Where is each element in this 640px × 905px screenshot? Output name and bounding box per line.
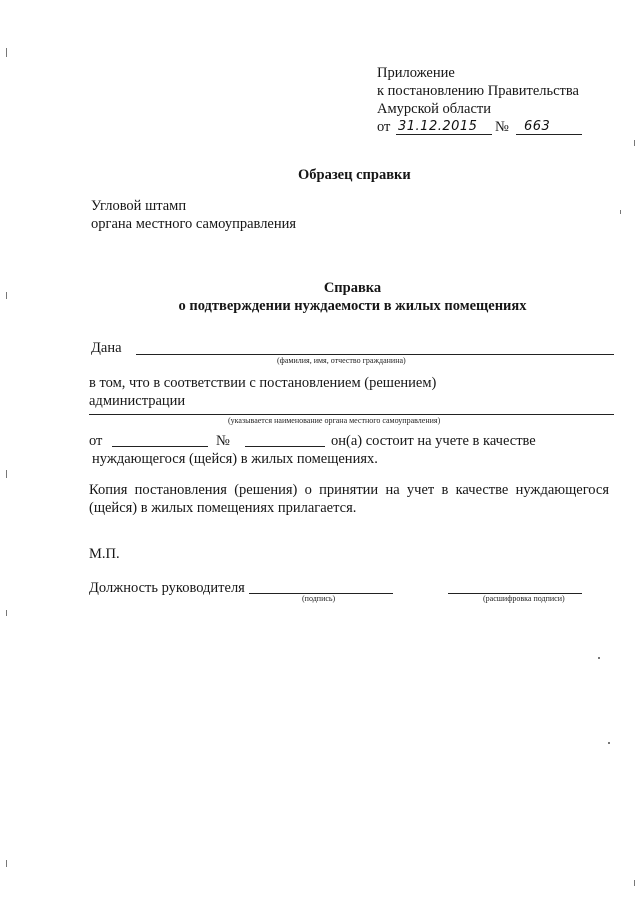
copy-note-line-1: Копия постановления (решения) о принятии на учет в качестве нуждающегося bbox=[89, 482, 609, 498]
registration-number-label: № bbox=[216, 433, 230, 449]
registration-line-2: нуждающегося (щейся) в жилых помещениях. bbox=[92, 451, 378, 467]
signature-hint: (подпись) bbox=[302, 594, 336, 603]
scan-speck bbox=[6, 860, 7, 867]
admin-underline bbox=[89, 414, 614, 415]
scan-speck bbox=[6, 610, 7, 616]
registration-date-underline bbox=[112, 446, 208, 447]
appendix-line-1: Приложение bbox=[377, 65, 455, 81]
registration-status-text: он(а) состоит на учете в качестве bbox=[331, 433, 536, 449]
signature-decode-hint: (расшифровка подписи) bbox=[483, 594, 565, 603]
issued-to-underline bbox=[136, 354, 614, 355]
copy-note-line-2: (щейся) в жилых помещениях прилагается. bbox=[89, 500, 357, 516]
scan-speck bbox=[608, 742, 610, 744]
issued-to-label: Дана bbox=[91, 340, 122, 356]
seal-label: М.П. bbox=[89, 546, 120, 562]
sample-title: Образец справки bbox=[298, 167, 411, 183]
scan-speck bbox=[634, 880, 635, 886]
issued-to-hint: (фамилия, имя, отчество гражданина) bbox=[277, 356, 406, 365]
registration-number-underline bbox=[245, 446, 325, 447]
appendix-number-value: 663 bbox=[524, 119, 551, 134]
admin-line-1: в том, что в соответствии с постановлением (решением) bbox=[89, 375, 437, 391]
stamp-line-2: органа местного самоуправления bbox=[91, 216, 297, 232]
admin-line-2: администрации bbox=[89, 393, 186, 409]
scan-speck bbox=[6, 48, 7, 57]
appendix-date-prefix: от bbox=[377, 119, 391, 135]
certificate-subtitle: о подтверждении нуждаемости в жилых помещениях bbox=[178, 298, 527, 314]
appendix-number-prefix: № bbox=[495, 119, 509, 135]
certificate-title: Справка bbox=[323, 280, 382, 296]
appendix-line-3: Амурской области bbox=[377, 101, 491, 117]
scan-speck bbox=[620, 210, 621, 214]
position-label: Должность руководителя bbox=[89, 580, 245, 596]
appendix-date-value: 31.12.2015 bbox=[398, 119, 478, 134]
scan-speck bbox=[6, 470, 7, 478]
scan-speck bbox=[598, 657, 600, 659]
registration-from-label: от bbox=[89, 433, 103, 449]
appendix-line-2: к постановлению Правительства bbox=[377, 83, 579, 99]
admin-hint: (указывается наименование органа местного самоуправления) bbox=[228, 416, 441, 425]
stamp-line-1: Угловой штамп bbox=[91, 198, 187, 214]
scan-speck bbox=[634, 140, 635, 146]
scan-speck bbox=[6, 292, 7, 299]
